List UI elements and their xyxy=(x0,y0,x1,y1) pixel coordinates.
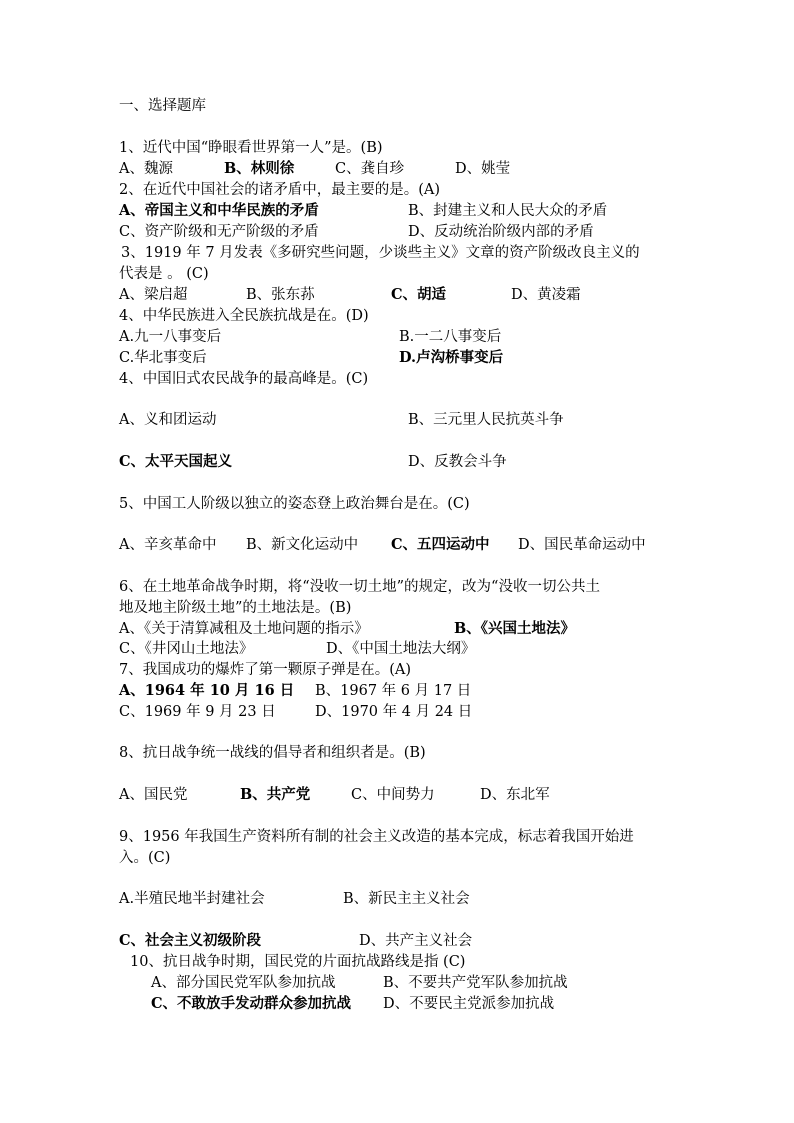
option-a: A.半殖民地半封建社会 xyxy=(119,891,265,907)
question-8-stem: 7、我国成功的爆炸了第一颗原子弹是在。(A) xyxy=(119,662,412,678)
option-b-answer: B、共产党 xyxy=(240,786,311,803)
option-b-answer: B、《兴国土地法》 xyxy=(454,620,576,637)
option-b-answer: B、林则徐 xyxy=(224,160,295,177)
option-b: B、新文化运动中 xyxy=(246,537,359,553)
option-a: A、辛亥革命中 xyxy=(119,537,217,553)
option-d: D、黄凌霜 xyxy=(511,287,581,303)
option-c-answer: C、五四运动中 xyxy=(391,536,490,553)
option-d: D、姚莹 xyxy=(455,161,511,177)
option-b: B、新民主主义社会 xyxy=(343,891,470,907)
option-d: D、反动统治阶级内部的矛盾 xyxy=(408,224,594,240)
option-b: B、封建主义和人民大众的矛盾 xyxy=(408,203,608,219)
question-9-stem: 8、抗日战争统一战线的倡导者和组织者是。(B) xyxy=(119,745,426,761)
option-c: C、《井冈山土地法》 xyxy=(119,641,254,657)
question-7-stem-line1: 6、在土地革命战争时期，将“没收一切土地”的规定，改为“没收一切公共土 xyxy=(119,579,600,595)
option-c-answer: C、太平天国起义 xyxy=(119,453,233,470)
option-a: A、部分国民党军队参加抗战 xyxy=(151,975,336,991)
option-c: C、1969 年 9 月 23 日 xyxy=(119,704,276,720)
option-c-answer: C、不敢放手发动群众参加抗战 xyxy=(151,995,352,1012)
question-1-stem: 1、近代中国“睁眼看世界第一人”是。(B) xyxy=(119,140,383,156)
option-a-answer: A、帝国主义和中华民族的矛盾 xyxy=(119,202,319,219)
option-d: D、共产主义社会 xyxy=(359,933,473,949)
question-10-stem-line2: 入。(C) xyxy=(119,850,171,866)
option-c: C、中间势力 xyxy=(351,787,435,803)
question-4-stem: 4、中华民族进入全民族抗战是在。(D) xyxy=(119,308,369,324)
question-2-stem: 2、在近代中国社会的诸矛盾中，最主要的是。(A) xyxy=(119,182,441,198)
option-d-answer: D.卢沟桥事变后 xyxy=(399,349,504,366)
option-c: C.华北事变后 xyxy=(119,350,207,366)
option-d: D、东北军 xyxy=(480,787,550,803)
question-11-stem: 10、抗日战争时期，国民党的片面抗战路线是指 (C) xyxy=(130,954,466,970)
question-10-stem-line1: 9、1956 年我国生产资料所有制的社会主义改造的基本完成，标志着我国开始进 xyxy=(119,829,634,845)
option-d: D、国民革命运动中 xyxy=(518,537,646,553)
option-c: C、龚自珍 xyxy=(335,161,405,177)
option-c: C、资产阶级和无产阶级的矛盾 xyxy=(119,224,319,240)
option-c-answer: C、胡适 xyxy=(391,286,447,303)
option-a: A、义和团运动 xyxy=(119,412,217,428)
option-d: D、《中国土地法大纲》 xyxy=(326,641,476,657)
option-b: B.一二八事变后 xyxy=(399,329,502,345)
question-5-stem: 4、中国旧式农民战争的最高峰是。(C) xyxy=(119,371,369,387)
question-3-stem-line1: 3、1919 年 7 月发表《多研究些问题，少谈些主义》文章的资产阶级改良主义的 xyxy=(121,245,640,261)
option-a: A、梁启超 xyxy=(119,287,188,303)
option-a-answer: A、1964 年 10 月 16 日 xyxy=(119,682,295,699)
option-c-answer: C、社会主义初级阶段 xyxy=(119,932,262,949)
option-b: B、1967 年 6 月 17 日 xyxy=(315,683,472,699)
question-6-stem: 5、中国工人阶级以独立的姿态登上政治舞台是在。(C) xyxy=(119,496,470,512)
option-b: B、张东荪 xyxy=(246,287,315,303)
option-a: A、国民党 xyxy=(119,787,188,803)
section-title: 一、选择题库 xyxy=(119,98,206,114)
option-a: A.九一八事变后 xyxy=(119,329,222,345)
option-a: A、《关于清算减租及土地问题的指示》 xyxy=(119,621,369,637)
option-b: B、不要共产党军队参加抗战 xyxy=(383,975,568,991)
option-b: B、三元里人民抗英斗争 xyxy=(408,412,564,428)
option-d: D、不要民主党派参加抗战 xyxy=(383,996,555,1012)
question-3-stem-line2: 代表是 。 (C) xyxy=(119,266,209,282)
option-d: D、1970 年 4 月 24 日 xyxy=(315,704,473,720)
question-7-stem-line2: 地及地主阶级土地”的土地法是。(B) xyxy=(119,600,352,616)
option-d: D、反教会斗争 xyxy=(408,454,507,470)
option-a: A、魏源 xyxy=(119,161,173,177)
